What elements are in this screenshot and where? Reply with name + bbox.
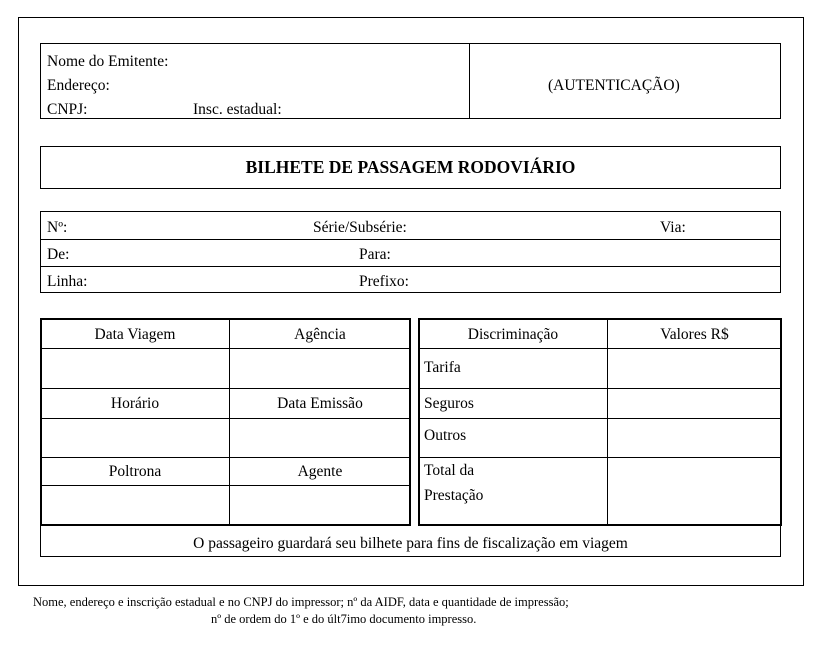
insurance-label: Seguros (424, 395, 474, 412)
seat-header: Poltrona (108, 463, 162, 480)
issue-date-header: Data Emissão (277, 395, 363, 412)
table-row-divider (41, 348, 410, 349)
table-row-divider (419, 348, 781, 349)
bus-prefix-label: Prefixo: (359, 273, 409, 290)
trip-info-row-divider (40, 292, 781, 293)
ticket-number-label: Nº: (47, 219, 68, 236)
table-row-divider (41, 485, 410, 486)
origin-label: De: (47, 246, 70, 263)
table-row-divider (41, 457, 410, 458)
printer-info-line1: Nome, endereço e inscrição estadual e no CNPJ do impressor; nº da AIDF, data e quantidade de impressão; (33, 595, 569, 609)
table-column-divider (607, 319, 608, 525)
description-header: Discriminação (467, 326, 559, 343)
issuer-name-label: Nome do Emitente: (47, 53, 169, 70)
ticket-title: BILHETE DE PASSAGEM RODOVIÁRIO (245, 157, 576, 177)
total-label-line1: Total da (424, 462, 475, 479)
trip-info-row-divider (40, 266, 781, 267)
via-label: Via: (660, 219, 686, 236)
passenger-notice: O passageiro guardará seu bilhete para fins de fiscalização em viagem (193, 535, 628, 552)
route-line-label: Linha: (47, 273, 88, 290)
trip-details-table (40, 318, 411, 526)
series-label: Série/Subsérie: (313, 219, 407, 236)
amount-header: Valores R$ (660, 326, 729, 343)
table-row-divider (419, 418, 781, 419)
agent-header: Agente (297, 463, 343, 480)
trip-info-row-divider (40, 239, 781, 240)
issuer-state-registration-label: Insc. estadual: (193, 101, 282, 118)
issuer-address-label: Endereço: (47, 77, 110, 94)
authentication-label: (AUTENTICAÇÃO) (548, 77, 680, 94)
fare-label: Tarifa (424, 359, 461, 376)
departure-time-header: Horário (110, 395, 160, 412)
printer-info-line2: nº de ordem do 1º e do últ7imo documento impresso. (211, 612, 477, 626)
issuer-divider (469, 43, 470, 119)
other-charges-label: Outros (424, 427, 467, 444)
total-label-line2: Prestação (424, 487, 484, 504)
travel-date-header: Data Viagem (94, 326, 176, 343)
table-row-divider (41, 418, 410, 419)
agency-header: Agência (294, 326, 346, 343)
destination-label: Para: (359, 246, 391, 263)
table-row-divider (419, 388, 781, 389)
table-column-divider (229, 319, 230, 525)
issuer-cnpj-label: CNPJ: (47, 101, 88, 118)
table-row-divider (41, 388, 410, 389)
table-row-divider (419, 457, 781, 458)
